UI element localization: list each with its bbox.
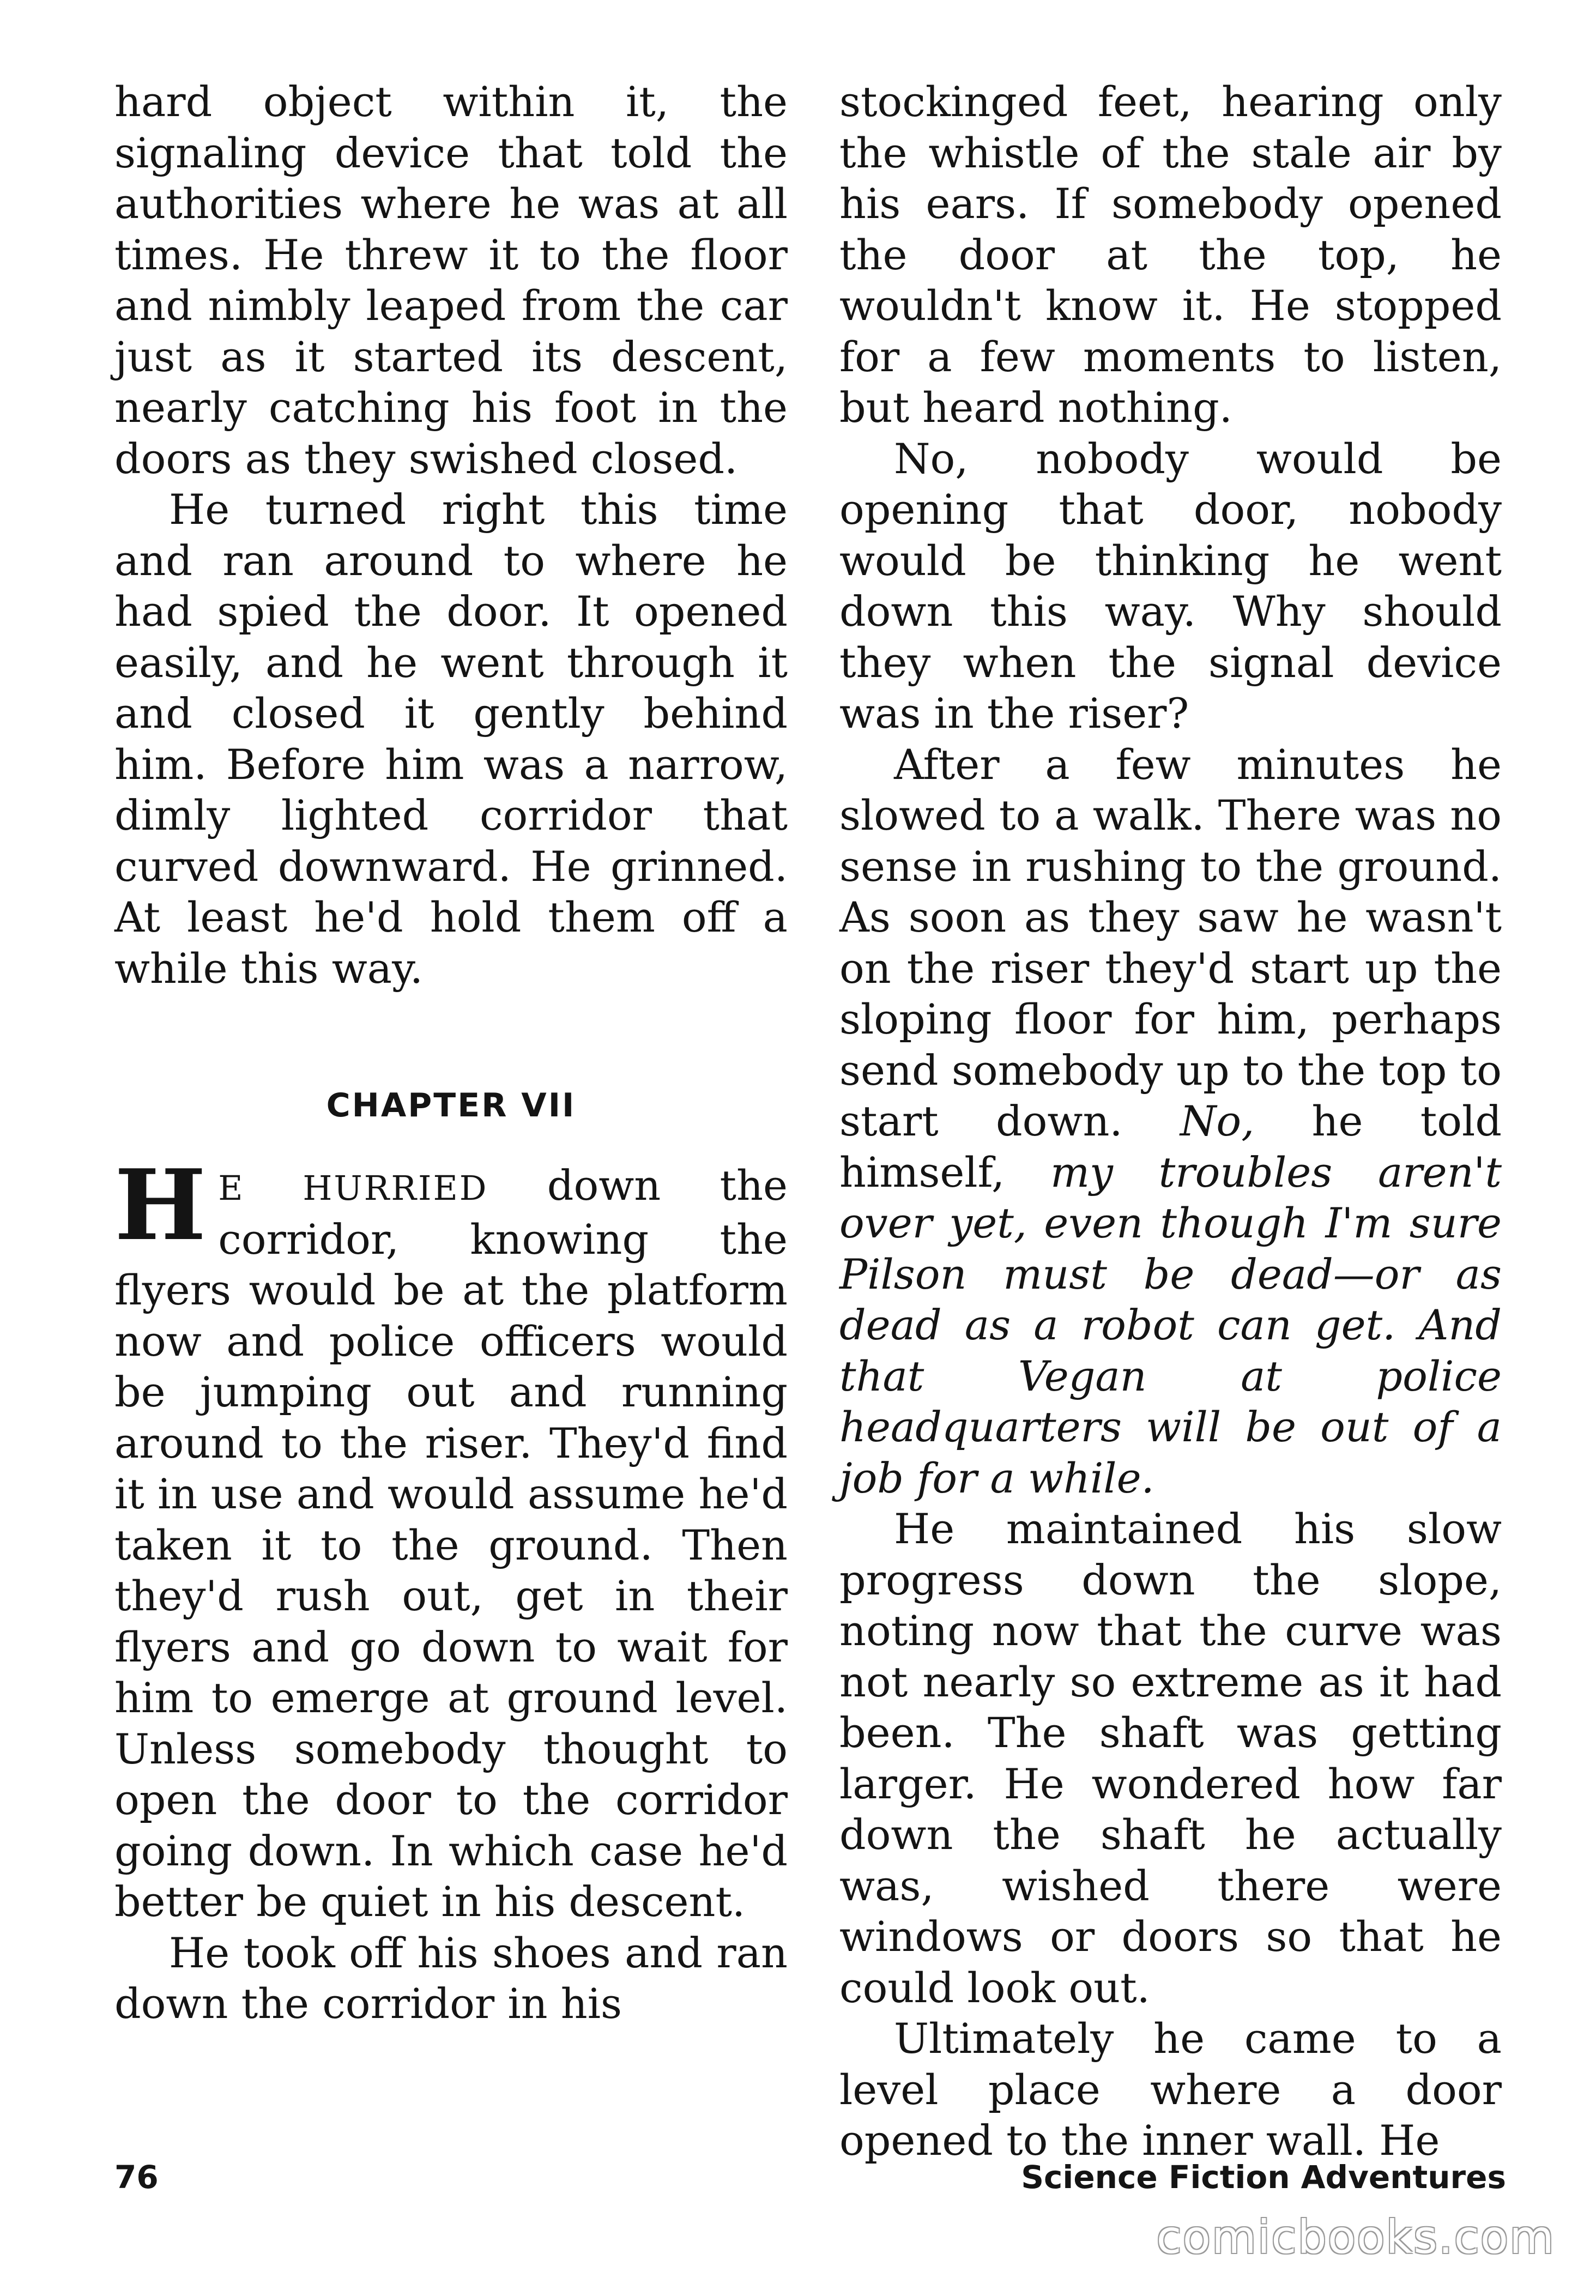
paragraph: He took off his shoes and ran down the corridor in his (114, 1928, 788, 2028)
italic-text: No, (1180, 1097, 1255, 1145)
paragraph-text: After a few minutes he slowed to a walk. There was no sense in rushing to the ground. As soon as they saw he wasn't on the riser they'd start up the sloping floor for him, perhaps send somebody up to the top to start down. (839, 740, 1502, 1145)
paragraph (839, 739, 1502, 1504)
paragraph: stockinged feet, hearing only the whistle of the stale air by his ears. If somebody opened the door at the top, he wouldn't know it. He stopped for a few moments to listen, but heard nothing. (839, 77, 1502, 432)
paragraph: No, nobody would be opening that door, nobody would be thinking he went down this way. Why should they when the signal device was in the riser? (839, 434, 1502, 738)
paragraph: He maintained his slow progress down the slope, noting now that the curve was not nearly so extreme as it had been. The shaft was getting larger. He wondered how far down the shaft he actually was, wished there were windows or doors so that he could look out. (839, 1505, 1502, 2012)
watermark: comicbooks.com (1156, 2210, 1555, 2264)
right-column (839, 76, 1502, 2166)
paragraph: hard object within it, the signaling device that told the authorities where he was at all times. He threw it to the floor and nimbly leaped from the car just as it started its descent, nearly catching his foot in the doors as they swished closed. (114, 77, 788, 483)
paragraph-text: down the corridor, knowing the flyers would be at the platform now and police officers would be jumping out and running around to the riser. They'd find it in use and would assume he'd taken it to the ground. Then they'd rush out, get in their flyers and go down to wait for him to emerge at ground level. Unless somebody thought to open the door to the corridor going down. In which case he'd better be quiet in his descent. (114, 1161, 788, 1926)
paragraph: He turned right this time and ran around to where he had spied the door. It opened easily, and he went through it and closed it gently behind him. Before him was a narrow, dimly lighted corridor that curved downward. He grinned. At least he'd hold them off a while this way. (114, 485, 788, 993)
running-title: Science Fiction Adventures (1021, 2159, 1506, 2196)
opening-small-caps: E HURRIED (218, 1168, 488, 1208)
left-column (114, 76, 788, 2029)
page-number: 76 (114, 2159, 159, 2196)
paragraph-text: he told himself, (839, 1097, 1502, 1197)
chapter-opening-paragraph (114, 1148, 788, 1928)
italic-thought: my troubles aren't over yet, even though I'm sure Pilson must be dead—or as dead as a robot can get. And that Vegan at police headquarters will be out of a job for a while. (839, 1147, 1502, 1502)
chapter-heading: CHAPTER VII (326, 1086, 576, 1125)
drop-cap: H (114, 1148, 207, 1262)
paragraph: Ultimately he came to a level place where a door opened to the inner wall. He (839, 2014, 1502, 2165)
